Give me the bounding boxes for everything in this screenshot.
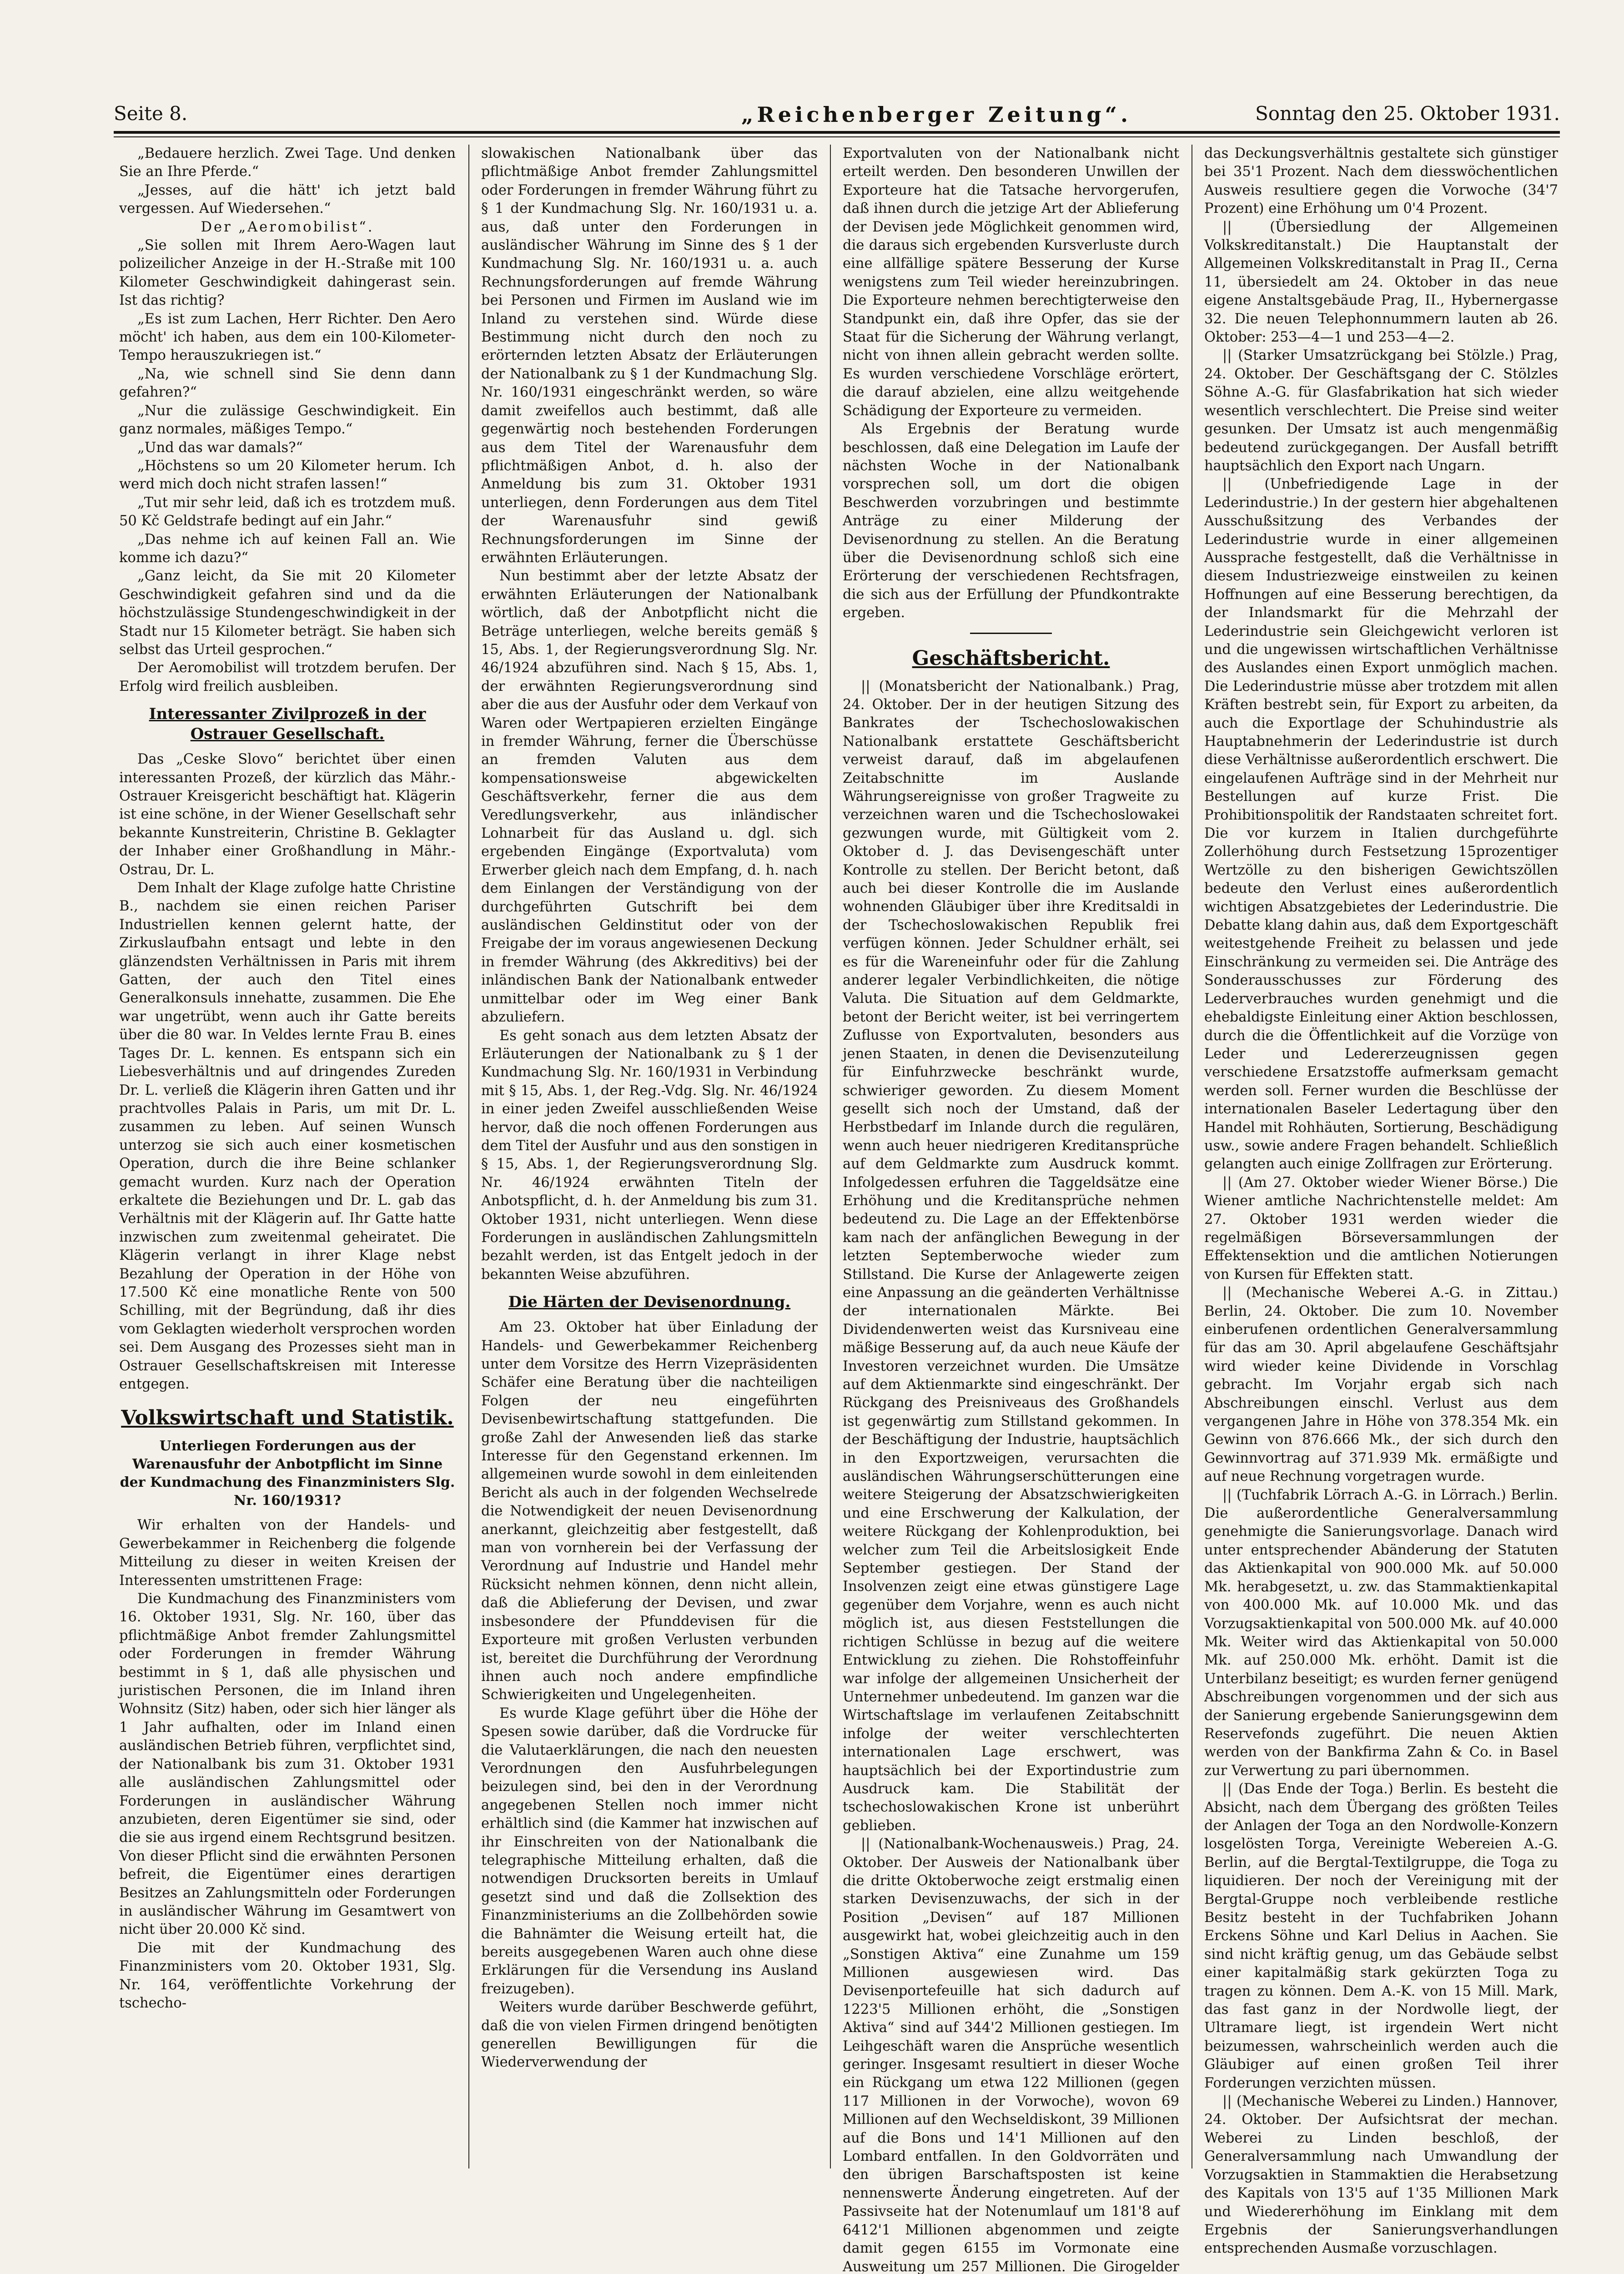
separator-rule [970, 633, 1052, 634]
paragraph: „Tut mir sehr leid, daß ich es trotzdem muß. 50 Kč Geldstrafe bedingt auf ein Jahr.“ [119, 494, 456, 529]
paragraph: das Deckungsverhältnis gestaltete sich günstiger bei 35'1 Prozent. Nach dem diesswöchentlichen Ausweis resultiere gegen die Vorwoche (34'7 Prozent) eine Erhöhung um 0'4 Prozent. [1204, 146, 1558, 217]
paragraph: „Bedauere herzlich. Zwei Tage. Und denken Sie an Ihre Pferde.“ [119, 146, 456, 180]
paragraph: || (Das Ende der Toga.) Berlin. Es besteht die Absicht, nach dem Übergang des größten Teiles der Anlagen der Toga an den Nordwolle-Konzern losgelösten Torga, Vereinigte Webereien A.-G. Berlin, auf die Bergtal-Textilgruppe, die Toga zu liquidieren. Der noch der Vereinigung mit der Bergtal-Gruppe noch verbleibende restliche Besitz besteht in der Tuchfabriken Johann Erckens Söhne und Karl Delius in Aachen. Sie sind nicht kräftig genug, um das Gebäude selbst einer kapitalmäßig stark gekürzten Toga zu tragen zu können. Dem A.-K. von 15 Mill. Mark, das fast ganz in der Nordwolle liegt, der Ultramare liegt, ist irgendein Wert nicht beizumessen, wahrscheinlich werden auch die Gläubiger auf einen großen Teil ihrer Forderungen verzichten müssen. [1204, 1781, 1558, 2091]
column-divider [468, 145, 469, 2168]
paragraph: „Sie sollen mit Ihrem Aero-Wagen laut polizeilicher Anzeige in der H.-Straße mit 100 Kilometer Geschwindigkeit dahingerast sein. Ist das richtig? [119, 237, 456, 309]
paragraph: Der Aeromobilist will trotzdem berufen. Der Erfolg wird freilich ausbleiben. [119, 660, 456, 694]
section-heading: Volkswirtschaft und Statistik. [121, 1406, 454, 1430]
paragraph: Die Kundmachung des Finanzministers vom 16. Oktober 1931, Slg. Nr. 160, über das pflichtmäßige Anbot fremder Zahlungsmittel oder Forderungen in fremder Währung bestimmt in § 1, daß alle physischen und juristischen Personen, die im Inland ihren Wohnsitz (Sitz) haben, oder sich hier länger als 1 Jahr aufhalten, oder im Inland einen ausländischen Betrieb führen, verpflichtet sind, der Nationalbank bis zum 31. Oktober 1931 alle ausländischen Zahlungsmittel oder Forderungen in ausländischer Währung anzubieten, deren Eigentümer sie sind, oder die sie aus irgend einem Rechtsgrund besitzen. Von dieser Pflicht sind die erwähnten Personen befreit, die Eigentümer eines derartigen Besitzes an Zahlungsmitteln oder Forderungen in ausländischer Währung im Gesamtwert von nicht über 20.000 Kč sind. [119, 1591, 456, 1938]
section-heading: Geschäftsbericht. [912, 646, 1110, 670]
paragraph: || (Nationalbank-Wochenausweis.) Prag, 24. Oktober. Der Ausweis der Nationalbank über die dritte Oktoberwoche zeigt erstmalig einen starken Devisenzuwachs, der sich in der Position „Devisen“ auf 187 Millionen ausgewirkt hat, wobei gleichzeitig auch in den „Sonstigen Aktiva“ eine Zunahme um 159 Millionen ausgewiesen wird. Das Devisenportefeuille hat sich dadurch auf 1223'5 Millionen erhöht, die „Sonstigen Aktiva“ sind auf 344'2 Millionen gestiegen. Im Leihgeschäft waren die Ansprüche wesentlich geringer. Insgesamt resultiert in dieser Woche ein Rückgang um etwa 122 Millionen (gegen 117 Millionen in der Vorwoche), wovon 69 Millionen auf den Wechseldiskont, 39 Millionen auf die Bons und 14'1 Millionen auf den Lombard entfallen. In den Goldvorräten und den übrigen Barschaftsposten ist keine nennenswerte Änderung eingetreten. Auf der Passivseite hat der Notenumlauf um 181'8 auf 6412'1 Millionen abgenommen und zeigte damit gegen 6155 im Vormonate eine Ausweitung um 257 Millionen. Die Girogelder [843, 1836, 1179, 2274]
column-divider [830, 145, 831, 2168]
paragraph: Als Ergebnis der Beratung wurde beschlossen, daß eine Delegation im Laufe der nächsten Woche in der Nationalbank vorsprechen soll, um dort die obigen Beschwerden vorzubringen und bestimmte Anträge zu einer Milderung der Devisenordnung zu stellen. An die Beratung über die Devisenordnung schloß sich eine Erörterung der verschiedenen Rechtsfragen, die sich aus der Erfüllung der Pfundkontrakte ergeben. [843, 421, 1179, 621]
paragraph: || (Monatsbericht der Nationalbank.) Prag, 24. Oktober. Der in der heutigen Sitzung des Bankrates der Tschechoslowakischen Nationalbank erstattete Geschäftsbericht verweist darauf, daß im abgelaufenen Zeitabschnitte im Auslande Währungsereignisse von großer Tragweite zu verzeichnen waren und die Tschechoslowakei gezwungen wurde, mit Gültigkeit vom 2. Oktober d. J. das Devisengeschäft unter Kontrolle zu stellen. Der Bericht betont, daß auch bei dieser Kontrolle die im Auslande wohnenden Gläubiger über ihre Kreditsaldi in der Tschechoslowakischen Republik frei verfügen können. Jeder Schuldner erhält, sei es für die Wareneinfuhr oder für die Zahlung anderer legaler Verbindlichkeiten, die nötige Valuta. Die Situation auf dem Geldmarkte, betont der Bericht weiter, ist bei verringertem Zuflusse von Exportvaluten, besonders aus jenen Staaten, in denen die Devisenzuteilung für Einfuhrzwecke beschränkt wurde, schwieriger geworden. Zu diesem Moment gesellt sich noch der Umstand, daß der Herbstbedarf im Inlande durch die regulären, wenn auch heuer niedrigeren Kreditansprüche auf dem Geldmarkte zum Ausdruck kommt. Infolgedessen erfuhren die Taggeldsätze eine Erhöhung und die Kreditansprüche nehmen bedeutend zu. Die Lage an der Effektenbörse kam nach der anfänglichen Bewegung in der letzten Septemberwoche wieder zum Stillstand. Die Kurse der Anlagewerte zeigen eine Anpassung an die geänderten Verhältnisse der internationalen Märkte. Bei Dividendenwerten weist das Kursniveau eine mäßige Besserung auf, da auch neue Käufe der Investoren verzeichnet wurden. Die Umsätze auf dem Aktienmarkte sind eingeschränkt. Der Rückgang des Preisniveaus des Großhandels ist gegenwärtig zum Stillstand gekommen. In der Beschäftigung der Industrie, hauptsächlich in den Exportzweigen, verursachten die ausländischen Währungserschütterungen eine weitere Steigerung der Absatzschwierigkeiten und eine Erschwerung der Kalkulation, der weitere Rückgang der Kohlenproduktion, bei welcher zum Teil die Arbeitslosigkeit Ende September gestiegen. Der Stand der Insolvenzen zeigt eine etwas günstigere Lage gegenüber dem Vorjahre, wenn es auch nicht möglich ist, aus diesen Feststellungen die richtigen Schlüsse in bezug auf die weitere Entwicklung zu ziehen. Die Rohstoffeinfuhr war infolge der allgemeinen Unsicherheit der Unternehmer unbedeutend. Im ganzen war die Wirtschaftslage im verlaufenen Zeitabschnitt infolge der weiter verschlechterten internationalen Lage erschwert, was hauptsächlich bei der Exportindustrie zum Ausdruck kam. Die Stabilität der tschechoslowakischen Krone ist unberührt geblieben. [843, 678, 1179, 1834]
page-header [114, 102, 1560, 130]
paragraph: Das „Ceske Slovo“ berichtet über einen interessanten Prozeß, der kürzlich das Mähr.-Ostrauer Kreisgericht beschäftigt hat. Klägerin ist eine schöne, in der Wiener Gesellschaft sehr bekannte Kunstreiterin, Christine B. Geklagter der Inhaber einer Großhandlung in Mähr.-Ostrau, Dr. L. [119, 751, 456, 878]
paragraph: Es geht sonach aus dem letzten Absatz der Erläuterungen der Nationalbank zu § 1 der Kundmachung Slg. Nr. 160/1931 in Verbindung mit § 15, Abs. 1, der Reg.-Vdg. Slg. Nr. 46/1924 in einer jeden Zweifel ausschließenden Weise hervor, daß die noch offenen Forderungen aus dem Titel der Ausfuhr und aus den sonstigen in § 15, Abs. 1, der Regierungsverordnung Slg. Nr. 46/1924 erwähnten Titeln der Anbotspflicht, d. h. der Anmeldung bis zum 31. Oktober 1931, nicht unterliegen. Wenn diese Forderungen in ausländischen Zahlungsmitteln bezahlt werden, ist das Entgelt jedoch in der bekannten Weise abzuführen. [481, 1027, 818, 1283]
header-rule-thin [114, 136, 1560, 137]
story-heading: Der „Aeromobilist“. [201, 219, 374, 235]
paragraph: „Das nehme ich auf keinen Fall an. Wie komme ich dazu?“ [119, 531, 456, 566]
paragraph: || (Starker Umsatzrückgang bei Stölzle.) Prag, 24. Oktober. Der Geschäftsgang der C. Stölzles Söhne A.-G. für Glasfabrikation hat sich wieder wesentlich verschlechtert. Die Preise sind weiter gesunken. Der Umsatz ist auch mengenmäßig bedeutend zurückgegangen. Der Ausfall betrifft hauptsächlich den Export nach Ungarn. [1204, 347, 1558, 474]
paragraph: Wir erhalten von der Handels- und Gewerbekammer in Reichenberg die folgende Mitteilung zu dieser in weiten Kreisen der Interessenten umstrittenen Frage: [119, 1517, 456, 1589]
column-2 [481, 145, 818, 2168]
paragraph: „Höchstens so um 20 Kilometer herum. Ich werd mich doch nicht strafen lassen!“ [119, 458, 456, 493]
paragraph: „Ganz leicht, da Sie mit 20 Kilometer Geschwindigkeit gefahren sind und da die höchstzulässige Stundengeschwindigkeit in der Stadt nur 15 Kilometer beträgt. Sie haben sich selbst das Urteil gesprochen.“ [119, 568, 456, 658]
paragraph: Exportvaluten von der Nationalbank nicht erteilt werden. Den besonderen Unwillen der Exporteure hat die Tatsache hervorgerufen, daß ihnen durch die jetzige Art der Ablieferung der Devisen jede Möglichkeit genommen wird, die daraus sich ergebenden Kursverluste durch eine allfällige spätere Besserung der Kurse wenigstens zum Teil wieder hereinzubringen. Die Exporteure nehmen berechtigterweise den Standpunkt ein, daß ihre Opfer, das sie der Staat für die Sicherung der Währung verlangt, nicht von ihnen allein gebracht werden sollte. Es wurden verschiedene Vorschläge erörtert, die darauf abzielen, eine allzu weitgehende Schädigung der Exporteure zu vermeiden. [843, 146, 1179, 419]
article-heading: Unterliegen Forderungen aus der Warenausfuhr der Anbotpflicht im Sinne der Kundmachung des Finanzministers Slg. Nr. 160/1931? [120, 1438, 455, 1509]
header-rule [114, 131, 1560, 134]
paragraph: Am 23. Oktober hat über Einladung der Handels- und Gewerbekammer Reichenberg unter dem Vorsitze des Herrn Vizepräsidenten Schäfer eine Beratung über die nachteiligen Folgen der neu eingeführten Devisenbewirtschaftung stattgefunden. Die große Zahl der Anwesenden ließ das starke Interesse für den Gegenstand erkennen. Im allgemeinen wurde sowohl in dem einleitenden Bericht als auch in der folgenden Wechselrede die Notwendigkeit der neuen Devisenordnung anerkannt, gleichzeitig aber festgestellt, daß man von vornherein bei der Verfassung der Verordnung auf Industrie und Handel mehr Rücksicht nehmen können, denn nicht allein, daß die Ablieferung der Devisen, und zwar insbesondere der Pfunddevisen für die Exporteure mit großen Verlusten verbunden ist, bereitet die Durchführung der Verordnung ihnen auch noch andere empfindliche Schwierigkeiten und Ungelegenheiten. [481, 1319, 818, 1703]
paragraph: slowakischen Nationalbank über das pflichtmäßige Anbot fremder Zahlungsmittel oder Forderungen in fremder Währung führt zu § 1 der Kundmachung Slg. Nr. 160/1931 u. a. aus, daß unter den Forderungen in ausländischer Währung im Sinne des § 1 der Kundmachung Slg. Nr. 160/1931 u. a. auch Rechnungsforderungen auf fremde Währung bei Personen und Firmen im Ausland wie im Inland zu verstehen sind. Würde diese Bestimmung nicht durch den noch zu erörternden letzten Absatz der Erläuterungen der Nationalbank zu § 1 der Kundmachung Slg. Nr. 160/1931 eingeschränkt werden, so wäre damit zweifellos auch bestimmt, daß alle gegenwärtig noch bestehenden Forderungen aus dem Titel der Warenausfuhr dem pflichtmäßigen Anbot, d. h. also der Anmeldung bis zum 31. Oktober 1931 unterliegen, denn Forderungen aus dem Titel der Warenausfuhr sind gewiß Rechnungsforderungen im Sinne der erwähnten Erläuterungen. [481, 146, 818, 566]
column-1 [119, 145, 456, 2168]
article-heading: Interessanter Zivilprozeß in der Ostrauer Gesellschaft. [149, 705, 426, 744]
paragraph: „Nur die zulässige Geschwindigkeit. Ein ganz normales, mäßiges Tempo.“ [119, 402, 456, 438]
paragraph: „Na, wie schnell sind Sie denn dann gefahren?“ [119, 366, 456, 401]
paragraph: „Es ist zum Lachen, Herr Richter. Den Aero möcht' ich haben, aus dem ein 100-Kilometer-Tempo herauszukriegen ist.“ [119, 311, 456, 364]
paragraph: „Und das war damals?“ [137, 439, 303, 456]
paragraph: || (Mechanische Weberei zu Linden.) Hannover, 24. Oktober. Der Aufsichtsrat der mechan. Weberei zu Linden beschloß, der Generalversammlung nach Umwandlung der Vorzugsaktien in Stammaktien die Herabsetzung des Kapitals von 13'5 auf 1'35 Millionen Mark und Wiedererhöhung im Einklang mit dem Ergebnis der Sanierungsverhandlungen entsprechenden Ausmaße vorzuschlagen. [1204, 2093, 1558, 2257]
article-heading: Die Härten der Devisenordnung. [508, 1293, 791, 1312]
paragraph: || (Mechanische Weberei A.-G. in Zittau.) Berlin, 24. Oktober. Die zum 10. November einberufenen ordentlichen Generalversammlung für das am 30. April abgelaufene Geschäftsjahr wird wieder keine Dividende in Vorschlag gebracht. Im Vorjahr ergab sich nach Abschreibungen einschl. Verlust aus dem vergangenen Jahre in Höhe von 378.354 Mk. ein Gewinn von 876.666 Mk., der sich durch den Gewinnvortrag auf 371.939 Mk. ermäßigte und auf neue Rechnung vorgetragen wurde. [1204, 1285, 1558, 1485]
paragraph: Nun bestimmt aber der letzte Absatz der erwähnten Erläuterungen der Nationalbank wörtlich, daß der Anbotpflicht nicht die Beträge unterliegen, welche bereits gemäß § 15, Abs. 1, der Regierungsverordnung Slg. Nr. 46/1924 abzuführen sind. Nach § 15, Abs. 1, der erwähnten Regierungsverordnung sind aber die aus der Ausfuhr oder dem Verkauf von Waren oder Wertpapieren erzielten Eingänge in fremder Währung, ferner die Überschüsse an fremden Valuten aus dem kompensationsweise abgewickelten Geschäftsverkehr, ferner die aus dem Veredlungsverkehr, aus inländischer Lohnarbeit für das Ausland u. dgl. sich ergebenden Eingänge (Exportvaluta) vom Erwerber gleich nach dem Empfang, d. h. nach dem Einlangen der Verständigung von der durchgeführten Gutschrift bei dem ausländischen Geldinstitut oder von der Freigabe der im voraus angewiesenen Deckung in fremder Währung (des Akkreditivs) bei der inländischen Bank der Nationalbank entweder unmittelbar oder im Weg einer Bank abzuliefern. [481, 568, 818, 1026]
paragraph: Die mit der Kundmachung des Finanzministers vom 20. Oktober 1931, Slg. Nr. 164, veröffentlichte Vorkehrung der tschecho- [119, 1940, 456, 2011]
paragraph: || (Übersiedlung der Allgemeinen Volkskreditanstalt.) Die Hauptanstalt der Allgemeinen Volkskreditanstalt in Prag II., Cerna 11, übersiedelt am 24. Oktober in das neue eigene Anstaltsgebäude Prag, II., Hybernergasse 32. Die neuen Telephonnummern lauten ab 26. Oktober: 253—4—1 und 253—4—2. [1204, 219, 1558, 346]
page-number: Seite 8. [114, 102, 188, 125]
paragraph: Es wurde Klage geführt über die Höhe der Spesen sowie darüber, daß die Vordrucke für die Valutaerklärungen, die nach den neuesten Verordnungen den Ausfuhrbelegungen beizulegen sind, bei den in der Verordnung angegebenen Stellen noch immer nicht erhältlich sind (die Kammer hat inzwischen auf ihr Einschreiten von der Nationalbank die telegraphische Mitteilung erhalten, daß die notwendigen Drucksorten bereits in Umlauf gesetzt sind und daß die Zollsektion des Finanzministeriums an die Zollbehörden sowie die Bahnämter die Weisung erteilt hat, die bereits ausgegebenen Waren auch ohne diese Erklärungen für die Versendung ins Ausland freizugeben). [481, 1705, 818, 1997]
paragraph: „Jesses, auf die hätt' ich jetzt bald vergessen. Auf Wiedersehen.“ [119, 182, 456, 217]
column-3 [843, 145, 1179, 2274]
paragraph: || (Unbefriedigende Lage in der Lederindustrie.) In der gestern hier abgehaltenen Ausschußsitzung des Verbandes der Lederindustrie wurde in einer allgemeinen Aussprache festgestellt, daß die Verhältnisse in diesem Industriezweige einstweilen zu keinen Hoffnungen auf eine Besserung berechtigen, da der Inlandsmarkt für die Mehrzahl der Lederindustrie sein Gleichgewicht verloren ist und die ungewissen wirtschaftlichen Verhältnisse des Auslandes einen Export unmöglich machen. Die Lederindustrie müsse aber trotzdem mit allen Kräften bestrebt sein, für Export zu arbeiten, da auch die Exportlage der Schuhindustrie als Hauptabnehmerin der Lederindustrie ist durch diese Verhältnisse außerordentlich erschwert. Die eingelaufenen Aufträge sind in der Mehrheit nur Bestellungen auf kurze Frist. Die Prohibitionspolitik der Randstaaten schreitet fort. Die vor kurzem in Italien durchgeführte Zollerhöhung durch Festsetzung 15prozentiger Wertzölle zu den bisherigen Gewichtszöllen bedeute den Verlust eines außerordentlich wichtigen Absatzgebietes der Lederindustrie. Die Debatte klang dahin aus, daß dem Exportgeschäft weitestgehende Freiheit zu belassen und jede Einschränkung zu vermeiden sei. Die Anträge des Sonderausschusses zur Förderung des Lederverbrauches wurden genehmigt und die ehebaldigste Einleitung einer Aktion beschlossen, durch die die Öffentlichkeit auf die Vorzüge von Leder und Ledererzeugnissen gegen verschiedene Ersatzstoffe aufmerksam gemacht werden soll. Ferner wurden die Beschlüsse der internationalen Baseler Ledertagung über den Handel mit Rohhäuten, Sortierung, Beschädigung usw., sowie andere Fragen behandelt. Schließlich gelangten auch einige Zollfragen zur Erörterung. [1204, 476, 1558, 1172]
paragraph: Dem Inhalt der Klage zufolge hatte Christine B., nachdem sie einen reichen Pariser Industriellen kennen gelernt hatte, der Zirkuslaufbahn entsagt und lebte in den glänzendsten Verhältnissen in Paris mit ihrem Gatten, der auch den Titel eines Generalkonsuls innehatte, zusammen. Die Ehe war ungetrübt, wenn auch ihr Gatte bereits über die 80 war. In Veldes lernte Frau B. eines Tages Dr. L. kennen. Es entspann sich ein Liebesverhältnis und auf dringendes Zureden Dr. L. verließ die Klägerin ihren Gatten und ihr prachtvolles Palais in Paris, um mit Dr. L. zusammen zu leben. Auf seinen Wunsch unterzog sie sich auch einer kosmetischen Operation, durch die ihre Beine schlanker gemacht wurden. Kurz nach der Operation erkaltete die Beziehungen und Dr. L. gab das Verhältnis mit der Klägerin auf. Ihr Gatte hatte inzwischen zum zweitenmal geheiratet. Die Klägerin verlangt in ihrer Klage nebst Bezahlung der Operation in der Höhe von 17.500 Kč eine monatliche Rente von 500 Schilling, mit der Begründung, daß ihr dies vom Geklagten wiederholt versprochen worden sei. Dem Ausgang des Prozesses sieht man in Ostrauer Gesellschaftskreisen mit Interesse entgegen. [119, 880, 456, 1392]
column-4 [1204, 145, 1558, 2257]
paragraph: || (Am 27. Oktober wieder Wiener Börse.) Die Wiener amtliche Nachrichtenstelle meldet: Am 27. Oktober 1931 werden wieder die regelmäßigen Börseversammlungen der Effektensektion und die amtlichen Notierungen von Kursen für Effekten statt. [1204, 1174, 1558, 1283]
issue-date: Sonntag den 25. Oktober 1931. [1255, 102, 1560, 125]
paragraph: Weiters wurde darüber Beschwerde geführt, daß die von vielen Firmen dringend benötigten generellen Bewilligungen für die Wiederverwendung der [481, 1999, 818, 2071]
paragraph: || (Tuchfabrik Lörrach A.-G. in Lörrach.) Berlin. Die außerordentliche Generalversammlung genehmigte die Sanierungsvorlage. Danach wird unter entsprechender Abänderung der Statuten das Aktienkapital von 900.000 Mk. auf 50.000 Mk. herabgesetzt, u. zw. das Stammaktienkapital von 400.000 Mk. auf 10.000 Mk. und das Vorzugsaktienkapital von 500.000 Mk. auf 40.000 Mk. Weiter wird das Aktienkapital von 50.000 Mk. auf 250.000 Mk. erhöht. Damit ist die Unterbilanz beseitigt; es wurden ferner genügend Abschreibungen vorgenommen und der sich aus der Sanierung ergebende Sanierungsgewinn dem Reservefonds zugeführt. Die neuen Aktien werden von der Bankfirma Zahn & Co. in Basel zur Verwertung zu pari übernommen. [1204, 1487, 1558, 1779]
newspaper-title: „Reichenberger Zeitung“. [741, 102, 1132, 127]
